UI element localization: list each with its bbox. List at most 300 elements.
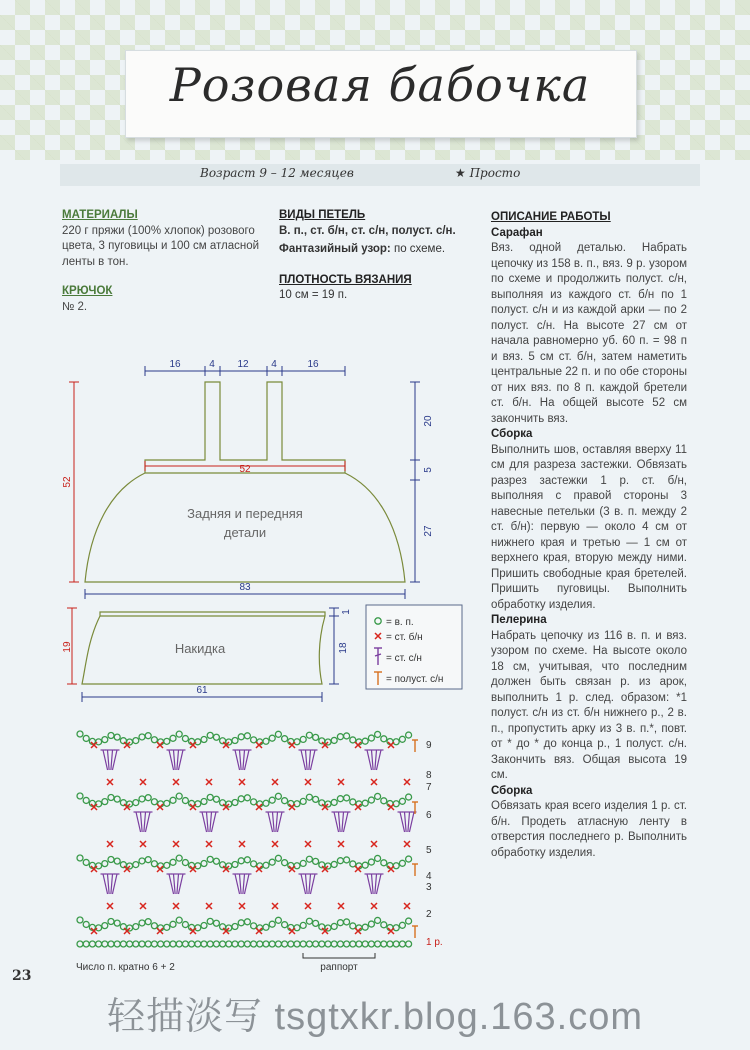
chain-stitch — [176, 941, 182, 947]
sc-stitch — [173, 779, 179, 785]
chain-stitch — [176, 917, 182, 923]
cape-top-dim: 1 — [341, 609, 352, 615]
chain-stitch — [282, 941, 288, 947]
chain-stitch — [182, 860, 188, 866]
chain-stitch — [77, 917, 83, 923]
chain-stitch — [83, 941, 89, 947]
dc-fan — [299, 750, 318, 770]
chain-stitch — [275, 731, 281, 737]
sc-stitch — [404, 779, 410, 785]
chain-stitch — [393, 801, 399, 807]
difficulty-text: Просто — [469, 166, 521, 180]
right-dimension — [410, 382, 420, 582]
chain-stitch — [375, 731, 381, 737]
chain-stitch — [207, 918, 213, 924]
chain-stitch — [325, 941, 331, 947]
chain-stitch — [300, 798, 306, 804]
chain-stitch — [399, 860, 405, 866]
chain-stitch — [89, 941, 95, 947]
row-number: 2 — [426, 909, 432, 920]
chain-stitch — [114, 941, 120, 947]
chain-stitch — [375, 855, 381, 861]
chain-stitch — [331, 737, 337, 743]
chain-stitch — [83, 735, 89, 741]
chain-stitch — [83, 921, 89, 927]
sc-stitch — [272, 779, 278, 785]
chain-stitch — [170, 735, 176, 741]
chain-stitch — [133, 800, 139, 806]
sc-stitch — [305, 841, 311, 847]
chain-stitch — [387, 941, 393, 947]
chain-stitch — [263, 941, 269, 947]
materials-text: 220 г пряжи (100% хлопок) розового цвета, 3 пуговицы и 100 см атласной ленты в тон. — [62, 224, 260, 268]
materials-heading: МАТЕРИАЛЫ — [62, 209, 138, 221]
chain-stitch — [195, 941, 201, 947]
sc-stitch — [107, 779, 113, 785]
chain-stitch — [77, 941, 83, 947]
row-number: 1 р. — [426, 937, 443, 948]
chain-stitch — [350, 923, 356, 929]
star-icon: ★ — [455, 166, 466, 180]
chain-stitch — [282, 736, 288, 742]
chain-stitch — [244, 733, 250, 739]
top-dim-5: 16 — [307, 359, 319, 370]
chain-stitch — [313, 858, 319, 864]
sc-stitch — [239, 779, 245, 785]
chain-stitch — [244, 857, 250, 863]
chain-stitch — [145, 857, 151, 863]
fancy-pattern-value: по схеме. — [390, 243, 446, 255]
right-dim-2: 5 — [423, 467, 434, 473]
chain-stitch — [114, 734, 120, 740]
legend-chain-text: = в. п. — [386, 617, 414, 628]
chain-stitch — [213, 858, 219, 864]
chain-stitch — [393, 925, 399, 931]
chain-stitch — [207, 794, 213, 800]
hdc-stitch — [412, 864, 418, 876]
chain-stitch — [300, 860, 306, 866]
chain-stitch — [362, 924, 368, 930]
chain-stitch — [313, 920, 319, 926]
chain-stitch — [182, 798, 188, 804]
chain-stitch — [251, 923, 257, 929]
chain-stitch — [145, 919, 151, 925]
chain-stitch — [102, 799, 108, 805]
chain-stitch — [201, 923, 207, 929]
dress-label-1: Задняя и передняя — [187, 506, 303, 521]
chain-stitch — [257, 941, 263, 947]
sc-stitch — [338, 903, 344, 909]
cape-left-height: 19 — [62, 641, 73, 653]
chain-stitch — [151, 861, 157, 867]
chain-stitch — [251, 941, 257, 947]
right-dim-1: 20 — [423, 415, 434, 427]
chain-stitch — [232, 800, 238, 806]
chain-stitch — [362, 738, 368, 744]
sc-stitch — [173, 903, 179, 909]
chain-stitch — [232, 738, 238, 744]
row-number: 9 — [426, 740, 432, 751]
section-title: Сарафан — [491, 226, 543, 239]
chain-stitch — [263, 800, 269, 806]
chain-stitch — [306, 918, 312, 924]
sc-stitch — [404, 903, 410, 909]
chain-stitch — [226, 941, 232, 947]
fancy-pattern-label: Фантазийный узор: — [279, 243, 391, 255]
description-heading: ОПИСАНИЕ РАБОТЫ — [491, 211, 611, 223]
sc-stitch — [107, 841, 113, 847]
sc-stitch — [206, 903, 212, 909]
chain-stitch — [393, 863, 399, 869]
chain-stitch — [139, 941, 145, 947]
row-number: 5 — [426, 845, 432, 856]
chain-stitch — [406, 856, 412, 862]
chain-stitch — [151, 941, 157, 947]
chain-stitch — [406, 794, 412, 800]
chain-stitch — [313, 734, 319, 740]
chain-stitch — [83, 859, 89, 865]
chain-stitch — [294, 801, 300, 807]
chain-stitch — [313, 796, 319, 802]
chain-stitch — [306, 856, 312, 862]
chain-stitch — [158, 941, 164, 947]
chain-stitch — [77, 793, 83, 799]
chain-stitch — [375, 917, 381, 923]
chain-stitch — [368, 941, 374, 947]
chain-stitch — [275, 855, 281, 861]
chain-stitch — [337, 858, 343, 864]
chain-stitch — [263, 862, 269, 868]
dc-fan — [365, 750, 384, 770]
chain-stitch — [375, 941, 381, 947]
chain-stitch — [151, 923, 157, 929]
chain-stitch — [399, 736, 405, 742]
hook-heading: КРЮЧОК — [62, 285, 113, 297]
chain-stitch — [108, 941, 114, 947]
chain-stitch — [282, 798, 288, 804]
top-dim-4: 4 — [271, 359, 277, 370]
left-height: 52 — [62, 476, 73, 488]
chain-stitch — [96, 941, 102, 947]
chain-stitch — [182, 941, 188, 947]
page-title: Розовая бабочка — [169, 58, 591, 112]
chain-stitch — [356, 941, 362, 947]
chain-stitch — [176, 793, 182, 799]
section-text: Выполнить шов, оставляя вверху 11 см для разреза застежки. Обвязать разрез застежки 1 р. ст. б/н, выполняя с правой стороны 3 навесные петельки (3 в. п. между 2 ст. б/н): первую — около 4 см от нижнего края и третью — 1 см от верхнего края, вторую между ними. Пришить свободные края бретелей. Пришить пуговицы. Выполнить обработку изделия. — [491, 443, 687, 611]
chain-stitch — [102, 737, 108, 743]
chain-stitch — [164, 862, 170, 868]
dc-fan — [332, 812, 351, 832]
chain-stitch — [362, 941, 368, 947]
chain-stitch — [350, 799, 356, 805]
chain-stitch — [232, 924, 238, 930]
sc-stitch — [371, 779, 377, 785]
chain-stitch — [201, 799, 207, 805]
hdc-stitch — [412, 740, 418, 752]
chain-stitch — [201, 861, 207, 867]
chain-stitch — [269, 735, 275, 741]
dress-outline — [85, 382, 405, 582]
chain-stitch — [344, 919, 350, 925]
chain-stitch — [331, 799, 337, 805]
chain-stitch — [170, 921, 176, 927]
sc-stitch — [338, 779, 344, 785]
chain-stitch — [182, 736, 188, 742]
chain-stitch — [282, 860, 288, 866]
chain-stitch — [275, 793, 281, 799]
section-text: Набрать цепочку из 116 в. п. и вяз. узором по схеме. На высоте около 18 см, учитывая, что последним должен быть связан р. из арок, выполнить 1 р. след. образом: *1 полуст. с/н из ст. б/н нижнего р., 2 в. п., пропустить арку из 3 в. п.*, повт. от * до * до конца р., 1 полуст. с/н. Закончить вяз. Общая высота 19 см. — [491, 629, 687, 781]
chain-stitch — [108, 857, 114, 863]
chain-stitch — [381, 860, 387, 866]
chain-stitch — [294, 925, 300, 931]
chain-stitch — [337, 796, 343, 802]
chain-stitch — [244, 795, 250, 801]
chain-stitch — [133, 862, 139, 868]
sc-stitch — [404, 841, 410, 847]
legend-hdc-text: = полуст. с/н — [386, 674, 444, 685]
top-dim-2: 4 — [209, 359, 215, 370]
chain-stitch — [77, 855, 83, 861]
chain-stitch — [151, 737, 157, 743]
dc-fan — [233, 750, 252, 770]
chain-stitch — [263, 924, 269, 930]
chain-stitch — [164, 738, 170, 744]
chain-stitch — [83, 797, 89, 803]
chain-stitch — [331, 861, 337, 867]
chain-stitch — [102, 923, 108, 929]
chain-stitch — [313, 941, 319, 947]
dc-fan — [266, 812, 285, 832]
sc-stitch — [206, 841, 212, 847]
section-title: Пелерина — [491, 614, 547, 626]
chain-stitch — [294, 941, 300, 947]
right-dim-3: 27 — [423, 525, 434, 537]
cape-bottom-width: 61 — [196, 685, 208, 696]
chain-stitch — [368, 735, 374, 741]
chain-stitch — [282, 922, 288, 928]
chain-stitch — [306, 732, 312, 738]
chain-stitch — [381, 736, 387, 742]
row-number: 8 — [426, 770, 432, 781]
chain-stitch — [139, 796, 145, 802]
chain-stitch — [362, 800, 368, 806]
watermark: 轻描淡写 tsgtxkr.blog.163.com — [106, 996, 644, 1038]
row-number: 6 — [426, 810, 432, 821]
chain-stitch — [300, 941, 306, 947]
chain-stitch — [238, 858, 244, 864]
chain-stitch — [306, 794, 312, 800]
chain-stitch — [331, 941, 337, 947]
chain-stitch — [114, 796, 120, 802]
chain-stitch — [102, 941, 108, 947]
chain-stitch — [238, 796, 244, 802]
chain-stitch — [350, 941, 356, 947]
repeat-bracket — [303, 953, 375, 958]
dc-fan — [299, 874, 318, 894]
chain-stitch — [368, 859, 374, 865]
chain-stitch — [164, 941, 170, 947]
sc-stitch — [338, 841, 344, 847]
chain-stitch — [406, 918, 412, 924]
legend-dc-text: = ст. с/н — [386, 653, 422, 664]
chain-stitch — [269, 921, 275, 927]
dc-fan — [167, 874, 186, 894]
chain-stitch — [145, 795, 151, 801]
chain-stitch — [294, 863, 300, 869]
chain-stitch — [331, 923, 337, 929]
sc-stitch — [239, 903, 245, 909]
chain-stitch — [145, 941, 151, 947]
sc-stitch — [239, 841, 245, 847]
chain-stitch — [164, 924, 170, 930]
legend-sc-text: = ст. б/н — [386, 632, 423, 643]
row-number: 4 — [426, 871, 432, 882]
chain-stitch — [381, 941, 387, 947]
chain-stitch — [406, 941, 412, 947]
dc-fan — [134, 812, 153, 832]
chain-stitch — [213, 941, 219, 947]
chain-stitch — [275, 917, 281, 923]
chain-stitch — [201, 941, 207, 947]
dc-fan — [398, 812, 417, 832]
dc-fan — [233, 874, 252, 894]
page-number: 23 — [12, 968, 32, 984]
chain-stitch — [294, 739, 300, 745]
chain-stitch — [368, 797, 374, 803]
gauge-text: 10 см = 19 п. — [279, 289, 348, 301]
row-number: 7 — [426, 782, 432, 793]
chain-stitch — [220, 941, 226, 947]
chain-stitch — [213, 796, 219, 802]
chain-stitch — [151, 799, 157, 805]
chain-stitch — [288, 941, 294, 947]
age-label: Возраст 9 – 12 месяцев — [200, 166, 354, 180]
chain-stitch — [238, 734, 244, 740]
row-number: 3 — [426, 882, 432, 893]
sc-stitch — [305, 903, 311, 909]
chain-stitch — [344, 857, 350, 863]
chain-stitch — [251, 737, 257, 743]
sc-stitch — [140, 903, 146, 909]
chain-stitch — [170, 941, 176, 947]
sc-stitch — [371, 903, 377, 909]
chain-stitch — [189, 941, 195, 947]
waist-width: 52 — [239, 464, 251, 475]
chain-stitch — [170, 797, 176, 803]
chain-stitch — [114, 858, 120, 864]
chain-stitch — [368, 921, 374, 927]
sc-stitch — [107, 903, 113, 909]
chain-stitch — [114, 920, 120, 926]
chain-stitch — [381, 922, 387, 928]
chain-stitch — [232, 862, 238, 868]
chain-stitch — [207, 941, 213, 947]
section-title: Сборка — [491, 784, 533, 797]
chain-stitch — [393, 739, 399, 745]
chain-stitch — [232, 941, 238, 947]
top-dim-3: 12 — [237, 359, 249, 370]
dc-fan — [101, 750, 120, 770]
chain-stitch — [164, 800, 170, 806]
dc-fan — [101, 874, 120, 894]
chain-stitch — [176, 731, 182, 737]
chain-stitch — [139, 920, 145, 926]
chain-stitch — [213, 734, 219, 740]
chain-stitch — [269, 859, 275, 865]
chain-stitch — [399, 798, 405, 804]
chain-stitch — [133, 941, 139, 947]
chain-stitch — [269, 941, 275, 947]
bottom-width: 83 — [239, 582, 251, 593]
chain-stitch — [244, 919, 250, 925]
sc-stitch — [140, 779, 146, 785]
dc-fan — [200, 812, 219, 832]
chain-stitch — [108, 919, 114, 925]
chain-stitch — [319, 941, 325, 947]
chain-stitch — [337, 920, 343, 926]
sc-stitch — [173, 841, 179, 847]
dc-fan — [365, 874, 384, 894]
sc-stitch — [305, 779, 311, 785]
chain-stitch — [108, 795, 114, 801]
chain-stitch — [306, 941, 312, 947]
chain-stitch — [244, 941, 250, 947]
section-text: Вяз. одной деталью. Набрать цепочку из 158 в. п., вяз. 9 р. узором по схеме и продолжить полуст. с/н, выполняя из каждого ст. б/н по 1 полуст. с/н и из каждой арки — по 2 полуст. с/н. На высоте 27 см от начала равномерно уб. 60 п. = 98 п и вяз. 5 см ст. б/н, затем наметить центральные 22 п. и по обе стороны от них вяз. по 8 п. каждой бретели ст. б/н. На общей высоте 52 см закончить вяз. — [491, 242, 687, 425]
sc-stitch — [272, 841, 278, 847]
sc-stitch — [206, 779, 212, 785]
chain-stitch — [127, 941, 133, 947]
chain-stitch — [344, 795, 350, 801]
chain-stitch — [263, 738, 269, 744]
section-text: Обвязать края всего изделия 1 р. ст. б/н. Продеть атласную ленту в отверстия последнего р. Выполнить обработку изделия. — [491, 800, 687, 859]
chain-stitch — [344, 733, 350, 739]
chain-stitch — [170, 859, 176, 865]
chain-stitch — [77, 731, 83, 737]
hook-text: № 2. — [62, 300, 88, 313]
chain-stitch — [139, 858, 145, 864]
chain-stitch — [120, 941, 126, 947]
chain-stitch — [139, 734, 145, 740]
chain-stitch — [238, 941, 244, 947]
cape-label: Накидка — [174, 641, 226, 656]
dress-label-2: детали — [223, 525, 267, 540]
chain-stitch — [350, 861, 356, 867]
chain-stitch — [176, 855, 182, 861]
section-title: Сборка — [491, 428, 533, 440]
chain-stitch — [108, 733, 114, 739]
repeat-label: раппорт — [320, 962, 358, 973]
chain-stitch — [133, 924, 139, 930]
chain-stitch — [207, 732, 213, 738]
chain-stitch — [337, 734, 343, 740]
cape-right-height: 18 — [338, 642, 349, 654]
chain-stitch — [344, 941, 350, 947]
chain-stitch — [269, 797, 275, 803]
dc-fan — [167, 750, 186, 770]
chain-stitch — [102, 861, 108, 867]
chain-stitch — [399, 941, 405, 947]
chain-stitch — [251, 861, 257, 867]
chain-stitch — [182, 922, 188, 928]
chain-stitch — [201, 737, 207, 743]
crochet-chart — [77, 731, 418, 947]
chain-stitch — [213, 920, 219, 926]
chain-stitch — [251, 799, 257, 805]
chain-stitch — [393, 941, 399, 947]
chain-stitch — [375, 793, 381, 799]
chain-stitch — [300, 922, 306, 928]
hdc-stitch — [412, 926, 418, 938]
